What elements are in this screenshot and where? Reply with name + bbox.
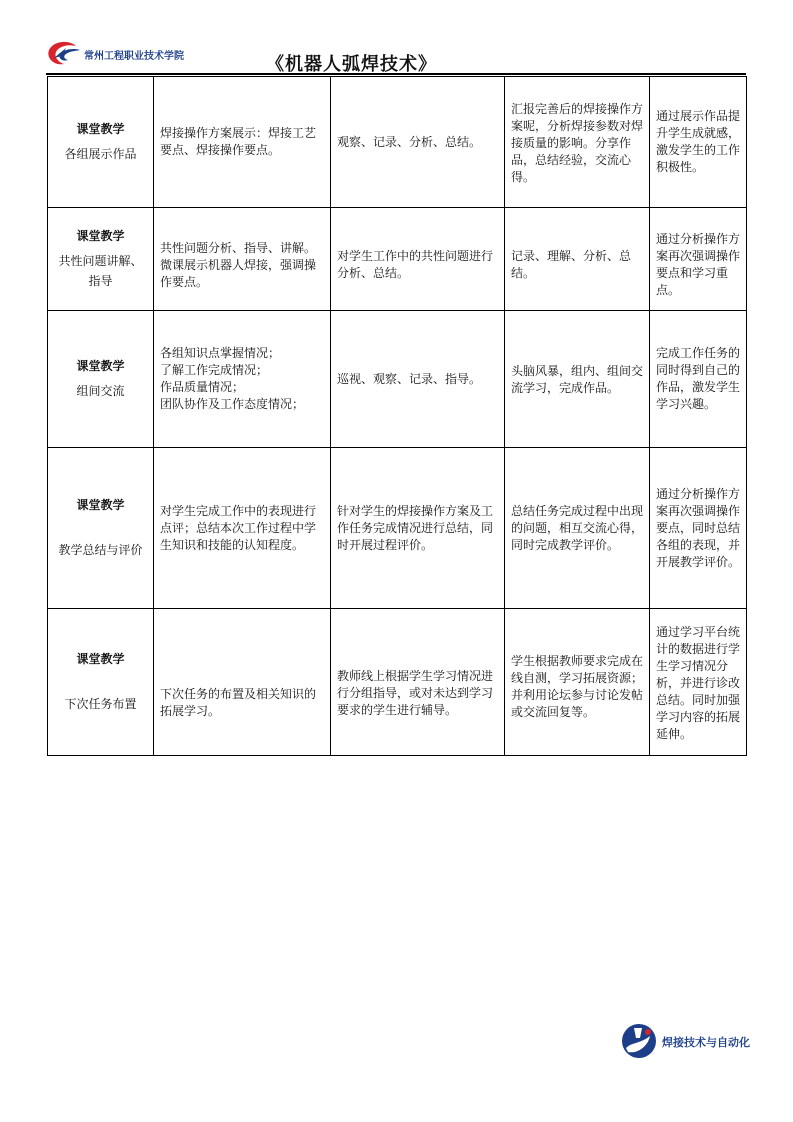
phase-cell bbox=[48, 208, 154, 311]
content-line: 团队协作及工作态度情况； bbox=[160, 397, 305, 411]
content-cell: 对学生完成工作中的表现进行点评；总结本次工作过程中学生知识和技能的认知程度。 bbox=[154, 448, 331, 609]
phase-title: 课堂教学 bbox=[76, 121, 125, 136]
teacher-activity-cell: 针对学生的焊接操作方案及工作任务完成情况进行总结，同时开展过程评价。 bbox=[331, 448, 505, 609]
phase-subtitle: 组间交流 bbox=[76, 383, 125, 398]
phase-title: 课堂教学 bbox=[76, 358, 125, 373]
table-row bbox=[48, 77, 747, 208]
student-activity-cell: 总结任务完成过程中出现的问题，相互交流心得，同时完成教学评价。 bbox=[505, 448, 650, 609]
student-activity-cell: 头脑风暴，组内、组间交流学习，完成作品。 bbox=[505, 311, 650, 448]
content-cell: 共性问题分析、指导、讲解。微课展示机器人焊接，强调操作要点。 bbox=[154, 208, 331, 311]
content-line: 了解工作完成情况； bbox=[160, 363, 269, 377]
content-cell bbox=[154, 311, 331, 448]
footer-label: 焊接技术与自动化 bbox=[662, 1036, 750, 1049]
phase-cell bbox=[48, 77, 154, 208]
student-activity-cell: 学生根据教师要求完成在线自测，学习拓展资源；并利用论坛参与讨论发帖或交流回复等。 bbox=[505, 609, 650, 756]
table-row bbox=[48, 208, 747, 311]
phase-title: 课堂教学 bbox=[76, 497, 125, 512]
student-activity-cell: 汇报完善后的焊接操作方案呢，分析焊接参数对焊接质量的影响。分享作品，总结经验，交流心得。 bbox=[505, 77, 650, 208]
content-cell: 焊接操作方案展示：焊接工艺要点、焊接操作要点。 bbox=[154, 77, 331, 208]
teacher-activity-cell: 观察、记录、分析、总结。 bbox=[331, 77, 505, 208]
design-intent-cell: 通过分析操作方案再次强调操作要点和学习重点。 bbox=[650, 208, 747, 311]
content-line: 作品质量情况； bbox=[160, 380, 245, 394]
phase-title: 课堂教学 bbox=[76, 651, 125, 666]
content-line: 各组知识点掌握情况； bbox=[160, 346, 281, 360]
welding-logo-icon bbox=[620, 1022, 658, 1060]
phase-title: 课堂教学 bbox=[76, 228, 125, 243]
teacher-activity-cell: 巡视、观察、记录、指导。 bbox=[331, 311, 505, 448]
school-name: 常州工程职业技术学院 bbox=[84, 51, 184, 62]
page-footer bbox=[620, 1022, 760, 1062]
teacher-activity-cell: 教师线上根据学生学习情况进行分组指导，或对未达到学习要求的学生进行辅导。 bbox=[331, 609, 505, 756]
student-activity-cell: 记录、理解、分析、总结。 bbox=[505, 208, 650, 311]
design-intent-cell: 通过展示作品提升学生成就感，激发学生的工作积极性。 bbox=[650, 77, 747, 208]
phase-subtitle: 下次任务布置 bbox=[64, 696, 137, 711]
table-row bbox=[48, 609, 747, 756]
header-rule bbox=[46, 73, 746, 75]
phase-subtitle: 共性问题讲解、指导 bbox=[58, 253, 143, 288]
content-cell: 下次任务的布置及相关知识的拓展学习。 bbox=[154, 609, 331, 756]
lesson-plan-table bbox=[47, 76, 747, 756]
table-row bbox=[48, 448, 747, 609]
phase-subtitle: 各组展示作品 bbox=[64, 146, 137, 161]
design-intent-cell: 通过学习平台统计的数据进行学生学习情况分析，并进行诊改总结。同时加强学习内容的拓展延伸。 bbox=[650, 609, 747, 756]
school-logo-icon bbox=[46, 40, 82, 68]
document-title: 《机器人弧焊技术》 bbox=[266, 54, 437, 75]
teacher-activity-cell: 对学生工作中的共性问题进行分析、总结。 bbox=[331, 208, 505, 311]
design-intent-cell: 通过分析操作方案再次强调操作要点，同时总结各组的表现，并开展教学评价。 bbox=[650, 448, 747, 609]
table-row bbox=[48, 311, 747, 448]
phase-subtitle: 教学总结与评价 bbox=[58, 542, 143, 557]
page-header bbox=[46, 36, 746, 76]
phase-cell bbox=[48, 311, 154, 448]
phase-cell bbox=[48, 448, 154, 609]
phase-cell bbox=[48, 609, 154, 756]
design-intent-cell: 完成工作任务的同时得到自己的作品，激发学生学习兴趣。 bbox=[650, 311, 747, 448]
